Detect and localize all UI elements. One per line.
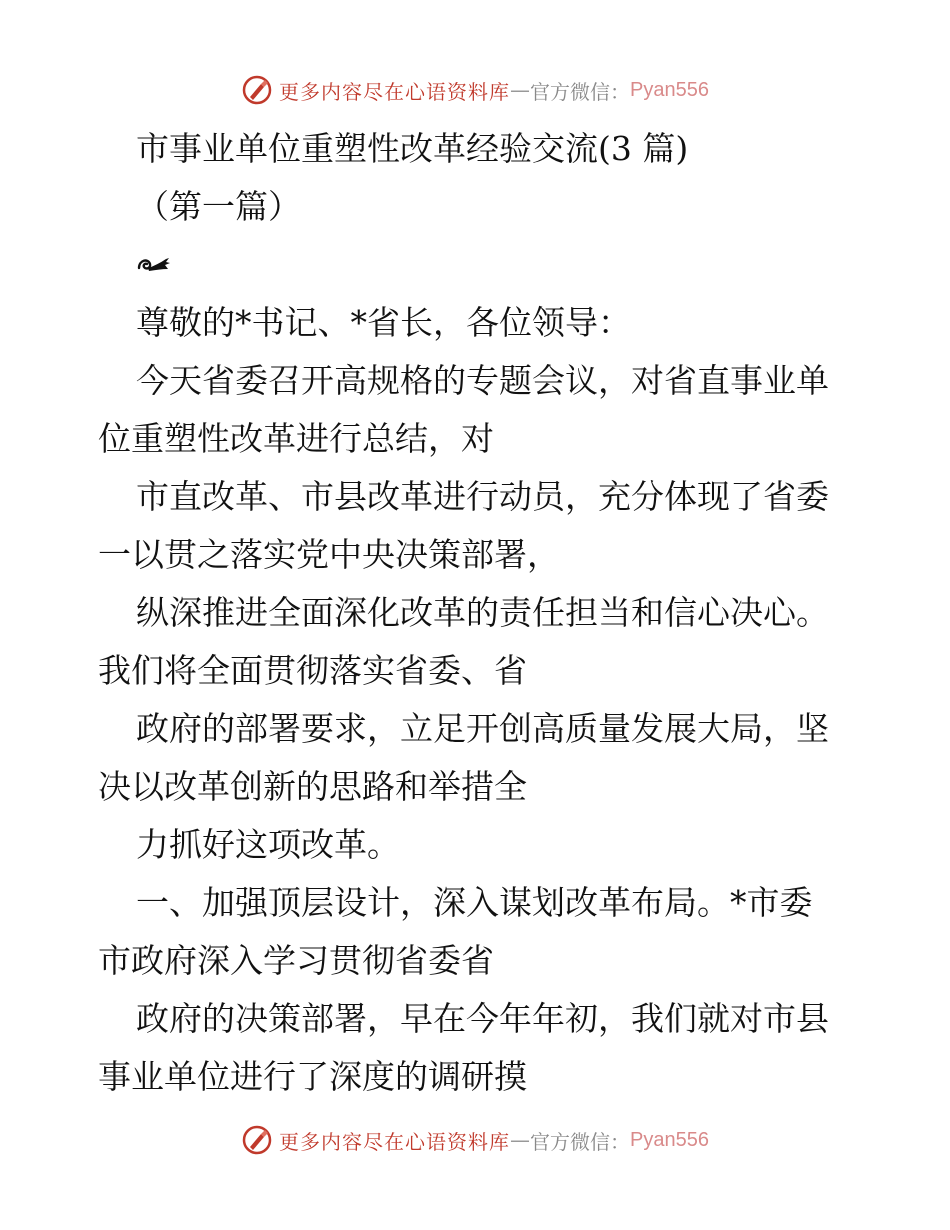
watermark-header — [0, 70, 950, 110]
watermark-wechat-id: Pyan556 — [630, 1128, 709, 1151]
paragraph-line: 今天省委召开高规格的专题会议，对省直事业单 — [136, 361, 829, 400]
paragraph-line: 一、加强顶层设计，深入谋划改革布局。*市委 — [136, 883, 813, 922]
paragraph-line: 纵深推进全面深化改革的责任担当和信心决心。 — [136, 593, 829, 632]
watermark-text: 更多内容尽在心语资料库 — [279, 1129, 511, 1154]
watermark-wechat-id: Pyan556 — [630, 78, 709, 101]
document-subtitle: （第一篇） — [136, 187, 301, 226]
watermark-separator: — — [510, 78, 531, 102]
watermark-wechat-label: 官方微信： — [530, 79, 631, 104]
watermark-wechat-label: 官方微信： — [530, 1129, 631, 1154]
watermark-text: 更多内容尽在心语资料库 — [279, 79, 511, 104]
watermark-footer — [0, 1120, 950, 1160]
paragraph-line: 我们将全面贯彻落实省委、省 — [98, 651, 527, 690]
watermark-separator: — — [510, 1128, 531, 1152]
pen-logo-icon — [241, 1124, 273, 1156]
paragraph-line: 位重塑性改革进行总结，对 — [98, 419, 494, 458]
document-page — [98, 120, 858, 1106]
paragraph-line: 市政府深入学习贯彻省委省 — [98, 941, 494, 980]
ornament — [98, 236, 858, 294]
fleuron-icon — [136, 254, 172, 276]
paragraph-line: 政府的决策部署，早在今年年初，我们就对市县 — [136, 999, 829, 1038]
document-body — [98, 294, 858, 1106]
pen-logo-icon — [241, 74, 273, 106]
document-title: 市事业单位重塑性改革经验交流(3 篇) — [136, 129, 689, 168]
paragraph-line: 尊敬的*书记、*省长，各位领导： — [136, 303, 631, 342]
paragraph-line: 力抓好这项改革。 — [136, 825, 400, 864]
paragraph-line: 市直改革、市县改革进行动员，充分体现了省委 — [136, 477, 829, 516]
paragraph-line: 政府的部署要求，立足开创高质量发展大局，坚 — [136, 709, 829, 748]
paragraph-line: 一以贯之落实党中央决策部署， — [98, 535, 560, 574]
paragraph-line: 决以改革创新的思路和举措全 — [98, 767, 527, 806]
paragraph-line: 事业单位进行了深度的调研摸 — [98, 1057, 527, 1096]
